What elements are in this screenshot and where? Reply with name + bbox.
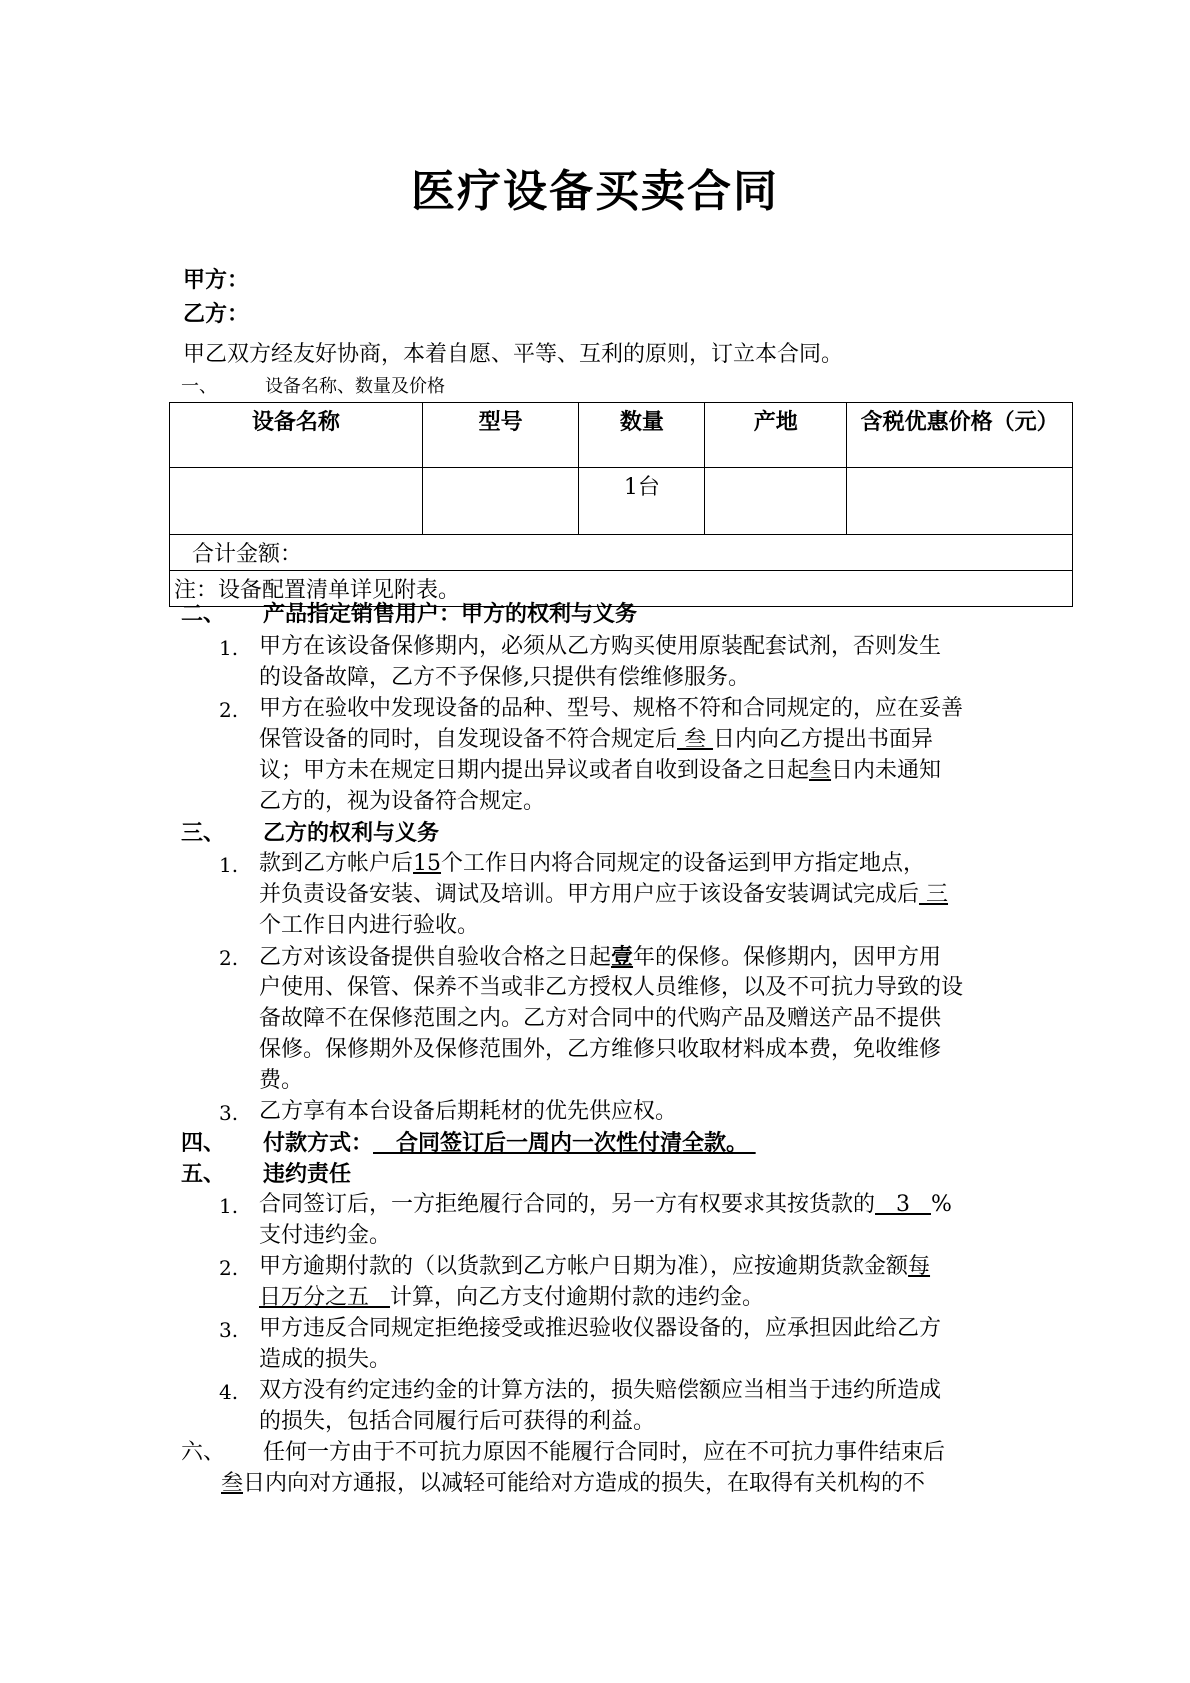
s3-item-3-line-1: 乙方享有本台设备后期耗材的优先供应权。: [259, 1099, 678, 1124]
s3-item-2-line-4: 保修。保修期外及保修范围外，乙方维修只收取材料成本费，免收维修: [259, 1037, 942, 1062]
s2-item-1-line-2: 的设备故障，乙方不予保修,只提供有偿维修服务。: [259, 665, 750, 690]
section-1-number: 一、: [181, 376, 217, 397]
s2-item-2-number: 2.: [219, 698, 239, 722]
s2-item-1-number: 1.: [219, 636, 239, 660]
section-3-number: 三、: [181, 820, 226, 846]
total-amount-label: 合计金额：: [170, 535, 1073, 571]
cell-model: [422, 468, 579, 535]
header-origin: 产地: [705, 403, 847, 468]
section-6-line-1: 任何一方由于不可抗力原因不能履行合同时，应在不可抗力事件结束后: [263, 1440, 946, 1465]
s5-item-3-number: 3.: [219, 1318, 239, 1342]
s5-item-3-line-1: 甲方违反合同规定拒绝接受或推迟验收仪器设备的，应承担因此给乙方: [259, 1316, 942, 1341]
payment-method-value: 合同签订后一周内一次性付清全款。: [373, 1130, 756, 1156]
s3-item-2-line-5: 费。: [259, 1068, 304, 1093]
s2-item-2-line-2: 保管设备的同时，自发现设备不符合规定后 叁 日内向乙方提出书面异: [259, 727, 934, 752]
party-b-label: 乙方：: [183, 301, 250, 327]
s5-item-3-line-2: 造成的损失。: [259, 1347, 392, 1372]
s3-item-2-line-1: 乙方对该设备提供自验收合格之日起壹年的保修。保修期内，因甲方用: [259, 944, 942, 970]
s3-item-1-number: 1.: [219, 853, 239, 877]
s3-item-1-line-3: 个工作日内进行验收。: [259, 913, 480, 938]
section-4-number: 四、: [181, 1130, 226, 1156]
s5-item-4-line-1: 双方没有约定违约金的计算方法的，损失赔偿额应当相当于违约所造成: [259, 1378, 942, 1403]
s2-item-2-line-3: 议；甲方未在规定日期内提出异议或者自收到设备之日起叁日内未通知: [259, 758, 942, 783]
s3-item-1-line-1: 款到乙方帐户后15个工作日内将合同规定的设备运到甲方指定地点，: [259, 851, 926, 876]
s3-item-3-number: 3.: [219, 1101, 239, 1125]
cell-quantity: 1台: [579, 468, 705, 535]
s2-item-2-line-1: 甲方在验收中发现设备的品种、型号、规格不符和合同规定的，应在妥善: [259, 696, 964, 721]
cell-equipment-name: [170, 468, 423, 535]
s2-item-2-line-4: 乙方的，视为设备符合规定。: [259, 789, 546, 814]
s3-item-1-line-2: 并负责设备安装、调试及培训。甲方用户应于该设备安装调试完成后 三: [259, 882, 949, 907]
s5-item-4-number: 4.: [219, 1380, 239, 1404]
table-total-row: [170, 535, 1073, 571]
table-header-row: [170, 403, 1073, 468]
table-row: [170, 468, 1073, 535]
s5-item-1-line-1: 合同签订后，一方拒绝履行合同的，另一方有权要求其按货款的 3 %: [259, 1192, 952, 1217]
s3-item-2-line-2: 户使用、保管、保养不当或非乙方授权人员维修，以及不可抗力导致的设: [259, 975, 964, 1000]
table-note: 注：设备配置清单详见附表。: [170, 571, 1073, 607]
payment-method-label: 付款方式：: [263, 1130, 374, 1156]
section-2-heading: 产品指定销售用户：甲方的权利与义务: [263, 601, 638, 627]
section-3-heading: 乙方的权利与义务: [263, 820, 440, 846]
s5-item-1-number: 1.: [219, 1194, 239, 1218]
s5-item-1-line-2: 支付违约金。: [259, 1223, 392, 1248]
equipment-table: [169, 402, 1073, 607]
s5-item-2-line-2: 日万分之五 计算，向乙方支付逾期付款的违约金。: [259, 1285, 764, 1310]
party-a-label: 甲方：: [183, 267, 250, 293]
header-equipment-name: 设备名称: [170, 403, 423, 468]
section-1-heading: 设备名称、数量及价格: [265, 376, 445, 397]
cell-price: [847, 468, 1073, 535]
section-5-number: 五、: [181, 1161, 226, 1187]
section-4-line: [263, 1128, 756, 1158]
section-2-number: 二、: [181, 601, 226, 627]
intro-text: 甲乙双方经友好协商，本着自愿、平等、互利的原则，订立本合同。: [183, 342, 844, 367]
header-model: 型号: [422, 403, 579, 468]
header-price: 含税优惠价格（元）: [847, 403, 1073, 468]
section-6-line-2: 叁日内向对方通报，以减轻可能给对方造成的损失，在取得有关机构的不: [221, 1471, 926, 1496]
s5-item-2-number: 2.: [219, 1256, 239, 1280]
s2-item-1-line-1: 甲方在该设备保修期内，必须从乙方购买使用原装配套试剂，否则发生: [259, 634, 942, 659]
s3-item-2-number: 2.: [219, 946, 239, 970]
section-5-heading: 违约责任: [263, 1161, 352, 1187]
s5-item-2-line-1: 甲方逾期付款的（以货款到乙方帐户日期为准），应按逾期货款金额每: [259, 1254, 931, 1279]
header-quantity: 数量: [579, 403, 705, 468]
cell-origin: [705, 468, 847, 535]
s3-item-2-line-3: 备故障不在保修范围之内。乙方对合同中的代购产品及赠送产品不提供: [259, 1006, 942, 1031]
section-6-number: 六、: [181, 1440, 226, 1465]
document-title: 医疗设备买卖合同: [411, 166, 779, 217]
s5-item-4-line-2: 的损失，包括合同履行后可获得的利益。: [259, 1409, 656, 1434]
